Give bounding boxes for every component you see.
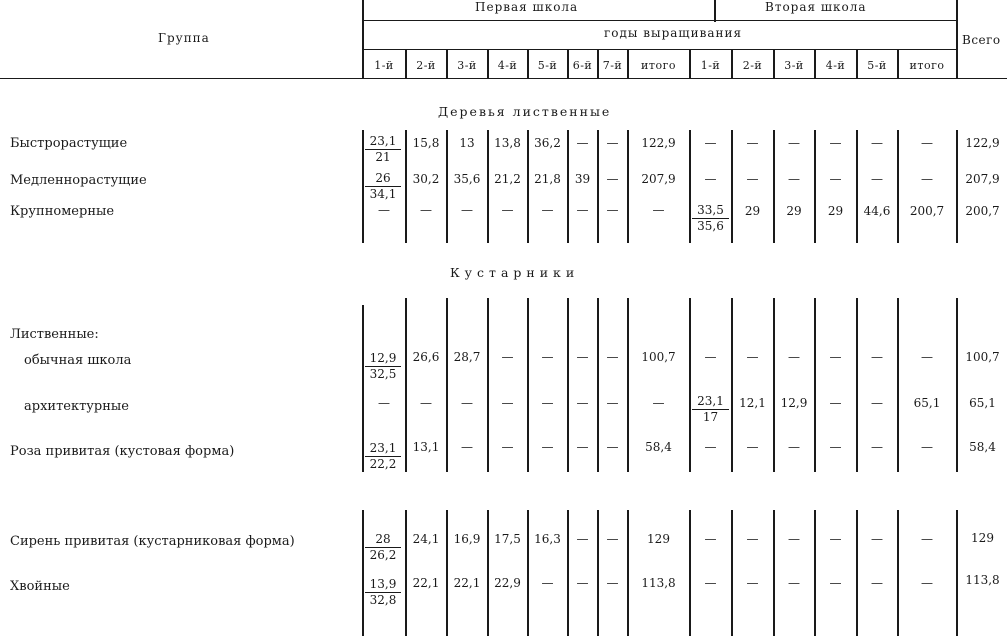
cell: — [606, 172, 619, 186]
cell: 30,2 [412, 172, 440, 186]
fraction [365, 532, 401, 563]
cell: — [378, 396, 390, 410]
row-label-conifer: Хвойные [10, 579, 70, 594]
cell: 16,9 [453, 532, 481, 546]
row-label-fast: Быстрорастущие [10, 136, 128, 151]
row-label-large: Крупномерные [10, 204, 115, 219]
fraction-den: 21 [375, 150, 391, 164]
cell-total: 207,9 [965, 172, 1000, 186]
cell: 36,2 [534, 136, 561, 150]
cell: — [576, 576, 589, 590]
cell: 15,8 [412, 136, 440, 150]
header-total: Всего [962, 33, 1001, 47]
cell-total: 122,9 [965, 136, 1000, 150]
fraction [692, 203, 729, 234]
cell: — [921, 136, 933, 150]
cell: — [788, 532, 800, 546]
col-s1-6: 6-й [572, 59, 593, 72]
section-shrubs: Кустарники [450, 265, 580, 280]
cell: — [921, 440, 933, 454]
row-label-arch: архитектурные [24, 399, 129, 414]
fraction [692, 394, 729, 425]
cell: 22,9 [494, 576, 521, 590]
cell: 17,5 [494, 532, 521, 546]
cell: — [420, 396, 432, 410]
cell: 29 [744, 204, 761, 218]
cell: — [829, 440, 842, 454]
col-s2-total: итого [909, 59, 945, 72]
fraction-num: 26 [365, 171, 401, 187]
cell: 16,3 [534, 532, 561, 546]
cell: 122,9 [641, 136, 676, 150]
cell: — [871, 576, 883, 590]
cell: — [576, 203, 589, 217]
cell: — [746, 350, 759, 364]
header-group: Группа [158, 31, 210, 45]
cell: 28,7 [453, 350, 481, 364]
cell: — [606, 532, 619, 546]
cell: — [788, 576, 800, 590]
cell: — [829, 532, 842, 546]
col-s1-1: 1-й [374, 59, 394, 72]
cell: — [541, 203, 554, 217]
cell: 113,8 [641, 576, 676, 590]
cell: — [461, 440, 473, 454]
cell: 65,1 [913, 396, 941, 410]
fraction-num: 23,1 [692, 394, 729, 410]
cell: — [576, 532, 589, 546]
fraction-den: 22,2 [369, 457, 397, 471]
fraction [365, 577, 401, 608]
cell: — [576, 136, 589, 150]
cell: — [420, 203, 432, 217]
cell: — [461, 396, 473, 410]
fraction-den: 35,6 [697, 219, 724, 233]
header-school2: Вторая школа [765, 0, 867, 14]
cell: — [829, 136, 842, 150]
fraction-num: 23,1 [365, 441, 401, 457]
fraction-den: 32,5 [369, 367, 397, 381]
cell: 22,1 [453, 576, 481, 590]
col-s1-3: 3-й [457, 59, 477, 72]
cell: — [871, 396, 883, 410]
cell: 29 [786, 204, 802, 218]
col-s1-5: 5-й [537, 59, 558, 72]
fraction [365, 171, 401, 202]
cell: — [576, 396, 589, 410]
cell: — [871, 136, 883, 150]
row-label-deciduous: Лиственные: [10, 327, 99, 342]
cell: — [746, 532, 759, 546]
header-line-mid [362, 49, 958, 50]
cell-total: 113,8 [965, 573, 1000, 587]
cell: — [652, 203, 665, 217]
cell: — [576, 440, 589, 454]
cell: — [704, 172, 717, 186]
fraction-num: 23,1 [365, 134, 401, 150]
cell: 129 [647, 532, 670, 546]
cell-total: 200,7 [965, 204, 1000, 218]
cell: — [606, 576, 619, 590]
cell: — [921, 576, 933, 590]
header-line-bottom [0, 78, 1007, 79]
cell: 21,8 [534, 172, 561, 186]
cell: 22,1 [412, 576, 440, 590]
cell: — [871, 532, 883, 546]
cell: — [788, 136, 800, 150]
cell: — [871, 350, 883, 364]
row-label-lilac: Сирень привитая (кустарниковая форма) [10, 534, 295, 549]
header-years: годы выращивания [604, 26, 743, 40]
cell: — [704, 576, 717, 590]
row-label-slow: Медленнорастущие [10, 173, 147, 188]
fraction-num: 12,9 [365, 351, 401, 367]
cell: — [541, 396, 554, 410]
fraction-den: 32,8 [369, 593, 397, 607]
col-s1-2: 2-й [416, 59, 436, 72]
cell: 35,6 [453, 172, 481, 186]
header-line-top [362, 20, 958, 21]
cell-total: 65,1 [969, 396, 996, 410]
cell: — [541, 350, 554, 364]
cell: — [746, 172, 759, 186]
cell: — [921, 172, 933, 186]
cell: 24,1 [412, 532, 440, 546]
cell: — [576, 350, 589, 364]
cell: — [746, 440, 759, 454]
cell: — [541, 576, 554, 590]
col-s1-total: итого [641, 59, 676, 72]
cell: — [541, 440, 554, 454]
cell: — [788, 350, 800, 364]
cell: 58,4 [645, 440, 672, 454]
cell: — [652, 396, 665, 410]
col-s2-1: 1-й [700, 59, 721, 72]
cell: 12,9 [780, 396, 808, 410]
cell: — [606, 136, 619, 150]
row-label-rose: Роза привитая (кустовая форма) [10, 444, 235, 459]
fraction-den: 17 [702, 410, 719, 424]
cell: — [788, 172, 800, 186]
cell: — [746, 576, 759, 590]
cell: — [606, 396, 619, 410]
section-trees: Деревья лиственные [438, 104, 612, 119]
cell-total: 58,4 [969, 440, 996, 454]
cell: — [606, 203, 619, 217]
cell: — [746, 136, 759, 150]
cell: 13 [459, 136, 475, 150]
cell: — [921, 350, 933, 364]
cell: — [501, 350, 514, 364]
col-s1-4: 4-й [497, 59, 518, 72]
fraction-den: 26,2 [369, 548, 397, 562]
cell: — [871, 440, 883, 454]
cell: — [704, 350, 717, 364]
cell-total: 129 [971, 531, 994, 545]
cell: — [501, 203, 514, 217]
cell: — [829, 172, 842, 186]
cell: — [461, 203, 473, 217]
fraction-num: 13,9 [365, 577, 401, 593]
cell: 26,6 [412, 350, 440, 364]
cell-total: 100,7 [965, 350, 1000, 364]
cell: — [788, 440, 800, 454]
cell: 200,7 [909, 204, 945, 218]
cell: 39 [574, 172, 591, 186]
cell: — [606, 350, 619, 364]
fraction [365, 441, 401, 472]
cell: — [871, 172, 883, 186]
row-label-ordinary: обычная школа [24, 353, 132, 368]
cell: — [378, 203, 390, 217]
cell: 21,2 [494, 172, 521, 186]
cell: — [921, 532, 933, 546]
col-s2-4: 4-й [825, 59, 846, 72]
cell: — [704, 440, 717, 454]
fraction-num: 33,5 [692, 203, 729, 219]
cell: 207,9 [641, 172, 676, 186]
cell: 13,1 [412, 440, 440, 454]
cell: — [704, 136, 717, 150]
cell: — [829, 576, 842, 590]
cell: — [501, 396, 514, 410]
fraction [365, 351, 401, 382]
cell: — [704, 532, 717, 546]
cell: 44,6 [863, 204, 891, 218]
cell: 29 [827, 204, 844, 218]
fraction-num: 28 [365, 532, 401, 548]
cell: 13,8 [494, 136, 521, 150]
cell: 100,7 [641, 350, 676, 364]
cell: — [606, 440, 619, 454]
cell: — [829, 350, 842, 364]
fraction-den: 34,1 [369, 187, 397, 201]
cell: 12,1 [739, 396, 766, 410]
cell: — [501, 440, 514, 454]
cell: — [829, 396, 842, 410]
col-s2-2: 2-й [742, 59, 763, 72]
col-s1-7: 7-й [602, 59, 623, 72]
header-school1: Первая школа [475, 0, 579, 14]
col-s2-3: 3-й [784, 59, 804, 72]
fraction [365, 134, 401, 165]
col-s2-5: 5-й [867, 59, 887, 72]
